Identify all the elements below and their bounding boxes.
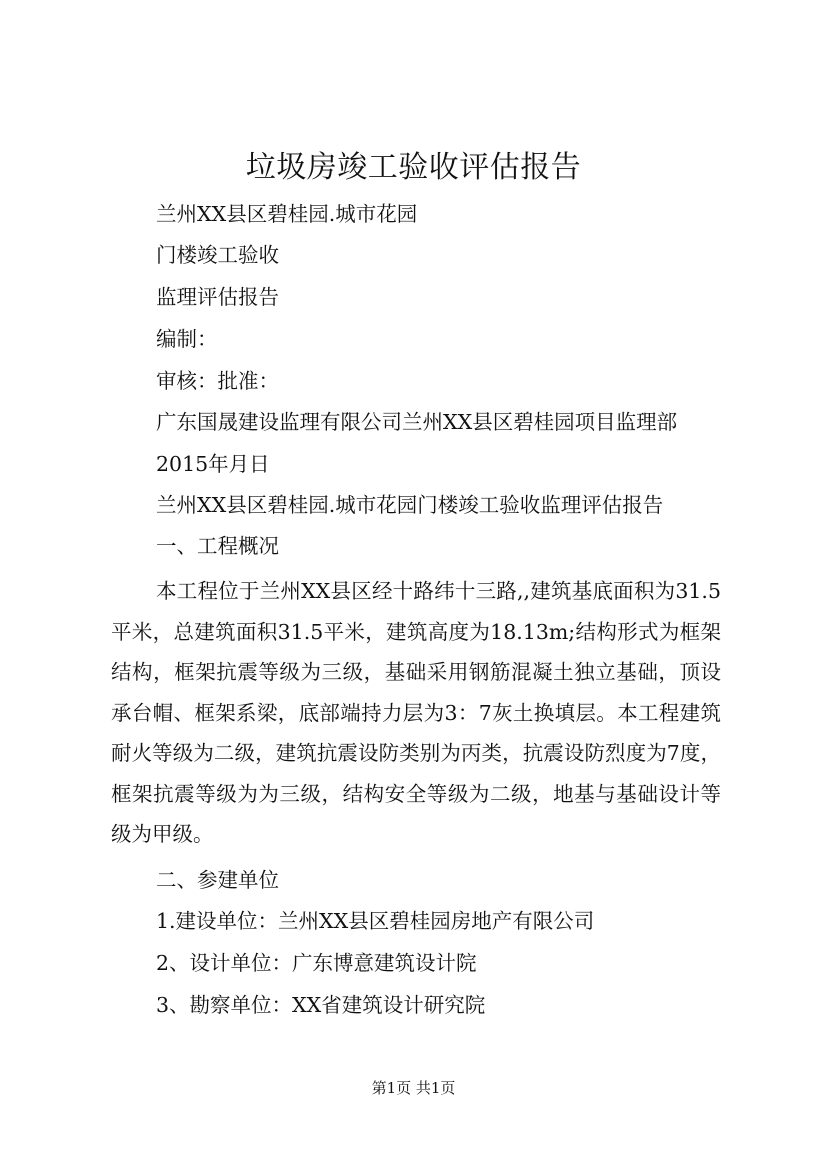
project-name-line: 兰州XX县区碧桂园.城市花园 bbox=[156, 202, 418, 226]
compiled-by-line: 编制： bbox=[156, 327, 218, 351]
section-heading-participants: 二、参建单位 bbox=[156, 868, 279, 892]
report-full-title-line: 兰州XX县区碧桂园.城市花园门楼竣工验收监理评估报告 bbox=[156, 493, 664, 517]
company-line: 广东国晟建设监理有限公司兰州XX县区碧桂园项目监理部 bbox=[156, 410, 678, 434]
page-footer: 第1页 共1页 bbox=[371, 1079, 456, 1097]
section-heading-overview: 一、工程概况 bbox=[156, 534, 279, 558]
participant-item: 1.建设单位：兰州XX县区碧桂园房地产有限公司 bbox=[156, 909, 595, 933]
date-line: 2015年月日 bbox=[156, 452, 270, 476]
document-title: 垃圾房竣工验收评估报告 bbox=[245, 150, 582, 185]
participant-item: 2、设计单位：广东博意建筑设计院 bbox=[156, 951, 477, 975]
review-approve-line: 审核：批准： bbox=[156, 369, 279, 393]
participant-item: 3、勘察单位：XX省建筑设计研究院 bbox=[156, 993, 486, 1017]
overview-paragraph: 本工程位于兰州XX县区经十路纬十三路,,建筑基底面积为31.5平米，总建筑面积31.5平米，建筑高度为18.13m;结构形式为框架结构，框架抗震等级为三级，基础采用钢筋混凝土独立基础，顶设承台帽、框架系梁，底部端持力层为3：7灰土换填层。本工程建筑耐火等级为二级，建筑抗震设防类别为丙类，抗震设防烈度为7度，框架抗震等级为为三级，结构安全等级为二级，地基与基础设计等级为甲级。 bbox=[111, 579, 721, 846]
report-type-line: 监理评估报告 bbox=[156, 285, 279, 309]
project-subject-line: 门楼竣工验收 bbox=[156, 243, 279, 267]
